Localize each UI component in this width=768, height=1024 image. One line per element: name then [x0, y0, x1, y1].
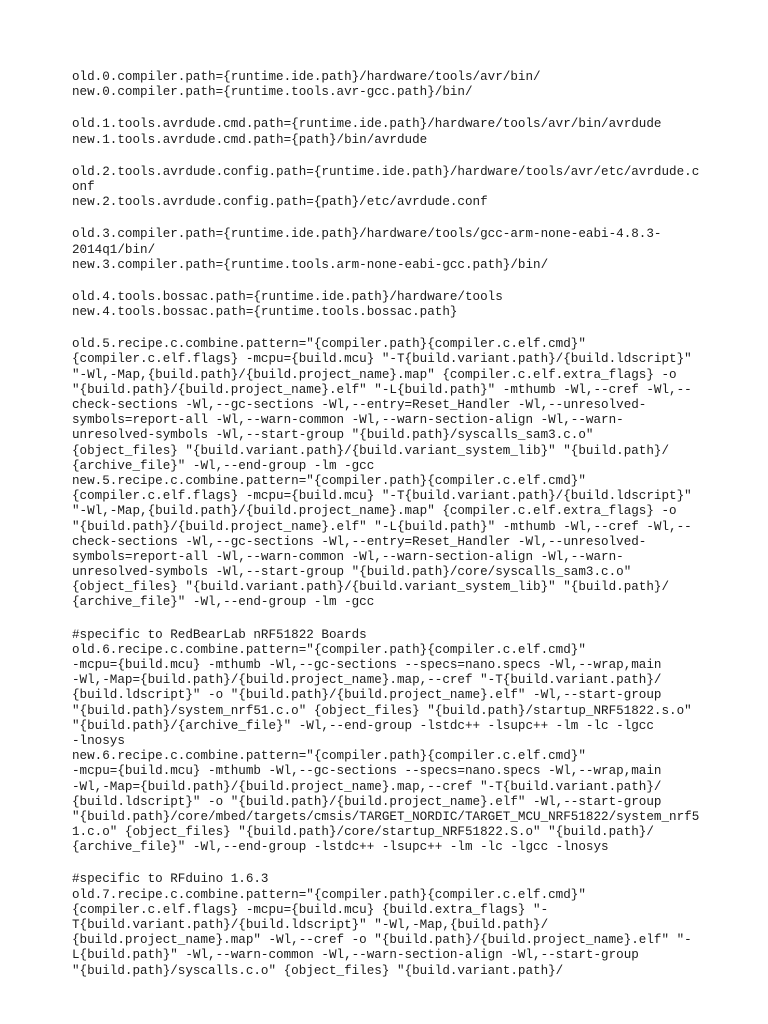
text-line: {archive_file}" -Wl,--end-group -lm -gcc	[72, 595, 375, 610]
text-line: {build.ldscript}" -o "{build.path}/{build.project_name}.elf" -Wl,--start-group	[72, 794, 662, 809]
text-line: check-sections -Wl,--gc-sections -Wl,--entry=Reset_Handler -Wl,--unresolved-	[72, 534, 647, 549]
text-line: "-Wl,-Map,{build.path}/{build.project_name}.map" {compiler.c.elf.extra_flags} -o	[72, 367, 677, 382]
text-line: "{build.path}/syscalls.c.o" {object_files} "{build.variant.path}/	[72, 963, 564, 978]
text-block	[72, 70, 702, 100]
text-line: "-Wl,-Map,{build.path}/{build.project_name}.map" {compiler.c.elf.extra_flags} -o	[72, 504, 677, 519]
text-line: unresolved-symbols -Wl,--start-group "{build.path}/core/syscalls_sam3.c.o"	[72, 565, 632, 580]
text-line: -Wl,-Map={build.path}/{build.project_name}.map,--cref "-T{build.variant.path}/	[72, 779, 662, 794]
text-line: old.3.compiler.path={runtime.ide.path}/hardware/tools/gcc-arm-none-eabi-4.8.3-	[72, 227, 662, 242]
text-line: new.6.recipe.c.combine.pattern="{compiler.path}{compiler.c.elf.cmd}"	[72, 749, 586, 764]
text-block	[72, 165, 702, 211]
text-block	[72, 628, 702, 856]
text-line: {object_files} "{build.variant.path}/{build.variant_system_lib}" "{build.path}/	[72, 580, 670, 595]
text-line: onf	[72, 179, 95, 194]
text-line: old.7.recipe.c.combine.pattern="{compiler.path}{compiler.c.elf.cmd}"	[72, 887, 586, 902]
text-line: {compiler.c.elf.flags} -mcpu={build.mcu} "-T{build.variant.path}/{build.ldscript}"	[72, 489, 692, 504]
text-line: old.0.compiler.path={runtime.ide.path}/hardware/tools/avr/bin/	[72, 70, 541, 84]
text-line: new.4.tools.bossac.path={runtime.tools.bossac.path}	[72, 305, 458, 320]
text-line: old.1.tools.avrdude.cmd.path={runtime.ide.path}/hardware/tools/avr/bin/avrdude	[72, 117, 662, 132]
text-line: 1.c.o" {object_files} "{build.path}/core/startup_NRF51822.S.o" "{build.path}/	[72, 825, 654, 840]
text-line: {archive_file}" -Wl,--end-group -lstdc++ -lsupc++ -lm -lc -lgcc -lnosys	[72, 840, 609, 855]
text-line: #specific to RedBearLab nRF51822 Boards	[72, 627, 367, 642]
text-line: new.0.compiler.path={runtime.tools.avr-gcc.path}/bin/	[72, 85, 473, 100]
text-line: #specific to RFduino 1.6.3	[72, 872, 269, 887]
text-line: 2014q1/bin/	[72, 242, 156, 257]
text-line: "{build.path}/system_nrf51.c.o" {object_files} "{build.path}/startup_NRF51822.s.o"	[72, 703, 692, 718]
text-line: {compiler.c.elf.flags} -mcpu={build.mcu} {build.extra_flags} "-	[72, 902, 549, 917]
text-line: unresolved-symbols -Wl,--start-group "{build.path}/syscalls_sam3.c.o"	[72, 428, 594, 443]
text-line: new.5.recipe.c.combine.pattern="{compiler.path}{compiler.c.elf.cmd}"	[72, 473, 586, 488]
text-line: "{build.path}/{build.project_name}.elf" "-L{build.path}" -mthumb -Wl,--cref -Wl,--	[72, 519, 692, 534]
text-line: -Wl,-Map={build.path}/{build.project_name}.map,--cref "-T{build.variant.path}/	[72, 673, 662, 688]
text-line: symbols=report-all -Wl,--warn-common -Wl,--warn-section-align -Wl,--warn-	[72, 413, 624, 428]
text-line: old.4.tools.bossac.path={runtime.ide.path}/hardware/tools	[72, 289, 503, 304]
text-line: {object_files} "{build.variant.path}/{build.variant_system_lib}" "{build.path}/	[72, 443, 670, 458]
text-block	[72, 337, 702, 610]
text-line: "{build.path}/{archive_file}" -Wl,--end-group -lstdc++ -lsupc++ -lm -lc -lgcc	[72, 718, 654, 733]
text-line: new.1.tools.avrdude.cmd.path={path}/bin/avrdude	[72, 132, 428, 147]
document-body	[72, 70, 702, 996]
text-line: L{build.path}" -Wl,--warn-common -Wl,--warn-section-align -Wl,--start-group	[72, 948, 639, 963]
text-line: check-sections -Wl,--gc-sections -Wl,--entry=Reset_Handler -Wl,--unresolved-	[72, 398, 647, 412]
text-line: old.2.tools.avrdude.config.path={runtime.ide.path}/hardware/tools/avr/etc/avrdude.c	[72, 164, 700, 179]
text-line: new.2.tools.avrdude.config.path={path}/etc/avrdude.conf	[72, 195, 488, 210]
text-line: -mcpu={build.mcu} -mthumb -Wl,--gc-sections --specs=nano.specs -Wl,--wrap,main	[72, 764, 662, 779]
text-line: {build.project_name}.map" -Wl,--cref -o "{build.path}/{build.project_name}.elf" "-	[72, 933, 692, 948]
text-line: old.5.recipe.c.combine.pattern="{compiler.path}{compiler.c.elf.cmd}"	[72, 337, 586, 352]
text-line: "{build.path}/core/mbed/targets/cmsis/TARGET_NORDIC/TARGET_MCU_NRF51822/system_nrf5	[72, 809, 700, 824]
text-line: symbols=report-all -Wl,--warn-common -Wl,--warn-section-align -Wl,--warn-	[72, 549, 624, 564]
text-line: {compiler.c.elf.flags} -mcpu={build.mcu} "-T{build.variant.path}/{build.ldscript}"	[72, 352, 692, 367]
text-line: "{build.path}/{build.project_name}.elf" "-L{build.path}" -mthumb -Wl,--cref -Wl,--	[72, 382, 692, 397]
text-line: -lnosys	[72, 733, 125, 748]
text-line: old.6.recipe.c.combine.pattern="{compiler.path}{compiler.c.elf.cmd}"	[72, 642, 586, 657]
text-line: T{build.variant.path}/{build.ldscript}" "-Wl,-Map,{build.path}/	[72, 918, 549, 932]
text-line: -mcpu={build.mcu} -mthumb -Wl,--gc-sections --specs=nano.specs -Wl,--wrap,main	[72, 658, 662, 672]
text-line: new.3.compiler.path={runtime.tools.arm-none-eabi-gcc.path}/bin/	[72, 257, 549, 272]
text-line: {build.ldscript}" -o "{build.path}/{build.project_name}.elf" -Wl,--start-group	[72, 688, 662, 703]
text-block	[72, 872, 702, 978]
text-line: {archive_file}" -Wl,--end-group -lm -gcc	[72, 458, 375, 473]
text-block	[72, 227, 702, 273]
text-block	[72, 290, 702, 320]
text-block	[72, 117, 702, 147]
